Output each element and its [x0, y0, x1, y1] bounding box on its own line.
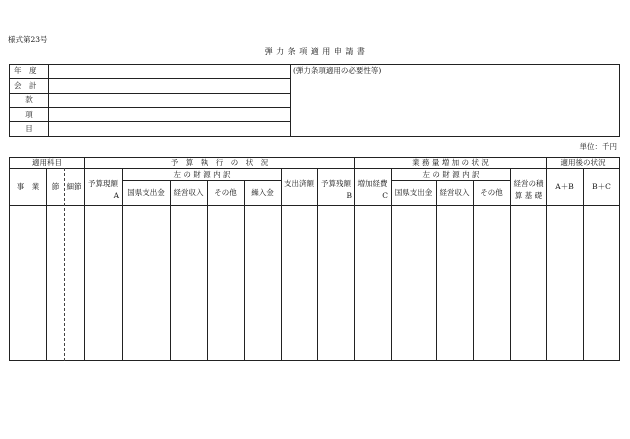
col-other-2: その他	[480, 188, 503, 197]
row-label-moku: 目	[25, 124, 33, 133]
col-operating-income-2: 経営収入	[439, 188, 470, 197]
page-title: 弾 力 条 項 適 用 申 請 書	[264, 47, 366, 56]
col-increase-cost: 増加経費	[357, 179, 388, 188]
row-label-fiscal-year: 年 度	[14, 66, 37, 75]
row-label-kou: 項	[25, 110, 33, 119]
col-increase-cost-c: C	[382, 191, 388, 200]
header-financial-breakdown-2: 左 の 財 源 内 訳	[422, 170, 480, 179]
col-expended: 支出済額	[284, 179, 314, 188]
col-a-plus-b: A＋B	[555, 182, 574, 191]
col-estimate-basis-2: 算 基 礎	[514, 191, 543, 200]
col-national-pref-2: 国県支出金	[394, 188, 433, 197]
header-financial-breakdown-1: 左 の 財 源 内 訳	[173, 170, 231, 179]
header-applied-subject: 適用科目	[32, 158, 62, 167]
col-project: 事 業	[16, 182, 40, 191]
header-after-application: 適用後の状況	[560, 158, 606, 167]
col-transfer: 繰入金	[251, 188, 274, 197]
col-budget-remaining: 予算残額	[321, 179, 351, 188]
header-business-increase: 業 務 量 増 加 の 状 況	[412, 158, 489, 167]
col-b-plus-c: B＋C	[592, 182, 611, 191]
col-subsection: 細節	[66, 182, 82, 191]
col-budget-remaining-b: B	[346, 191, 352, 200]
requirement-label: (弾力条項適用の必要性等)	[293, 66, 382, 75]
col-estimate-basis: 経営の積	[513, 179, 544, 188]
col-budget-current-a: A	[113, 191, 119, 200]
col-national-pref-1: 国県支出金	[127, 188, 165, 197]
col-operating-income-1: 経営収入	[173, 188, 204, 197]
col-section: 節	[51, 182, 60, 191]
col-budget-current: 予算現額	[88, 179, 118, 188]
col-other-1: その他	[214, 188, 237, 197]
row-label-kan: 款	[25, 95, 33, 104]
form-number: 様式第23号	[8, 35, 48, 44]
row-label-account: 会 計	[14, 81, 37, 90]
header-budget-execution: 予 算 執 行 の 状 況	[170, 158, 269, 167]
unit-label: 単位：千円	[579, 142, 617, 151]
